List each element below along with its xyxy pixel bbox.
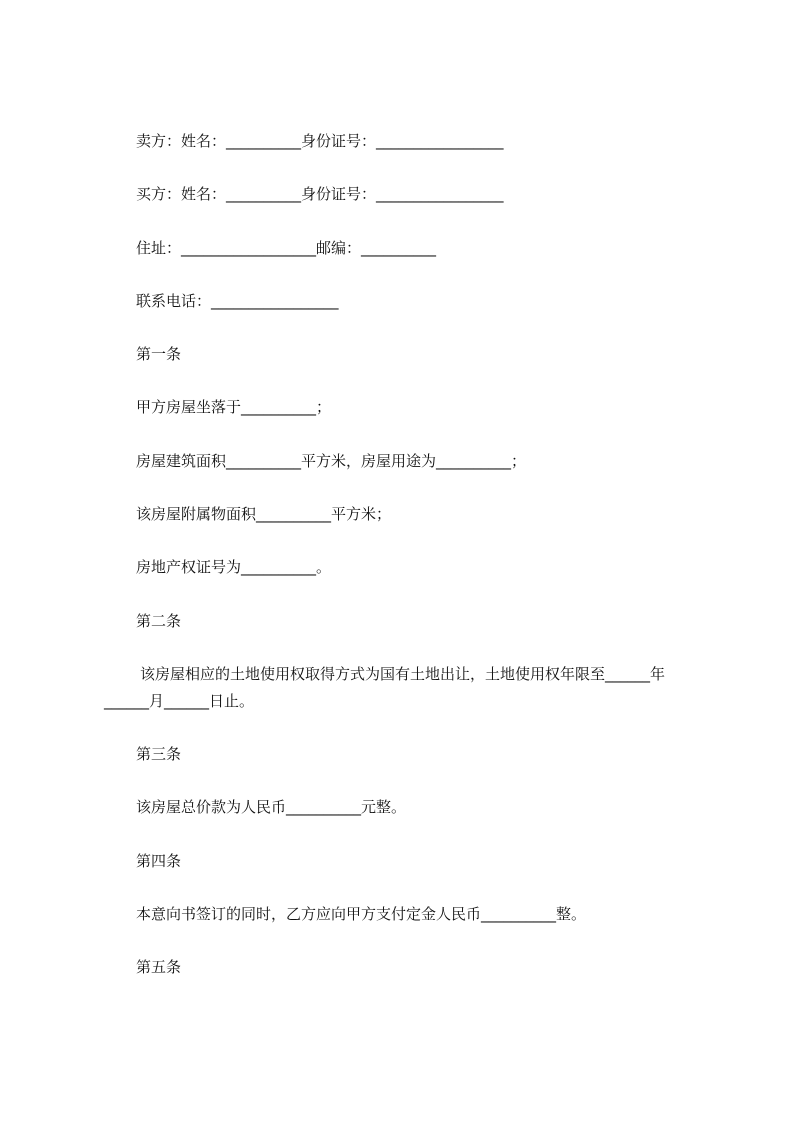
building-area-line: 房屋建筑面积__________平方米，房屋用途为__________； xyxy=(136,452,527,470)
article-3-title: 第三条 xyxy=(136,745,182,763)
deposit-line: 本意向书签订的同时，乙方应向甲方支付定金人民币__________整。 xyxy=(136,905,587,923)
phone-line: 联系电话：_________________ xyxy=(136,292,339,310)
article-5-title: 第五条 xyxy=(136,958,182,976)
article-4-title: 第四条 xyxy=(136,852,182,870)
address-line: 住址：__________________邮编：__________ xyxy=(136,239,437,257)
land-use-line-1: 该房屋相应的土地使用权取得方式为国有土地出让，土地使用权年限至______年 xyxy=(140,665,666,683)
cert-number-line: 房地产权证号为__________。 xyxy=(136,558,332,576)
article-2-title: 第二条 xyxy=(136,612,182,630)
article-1-title: 第一条 xyxy=(136,345,182,363)
seller-line: 卖方：姓名：__________身份证号：_________________ xyxy=(136,132,504,150)
land-use-line-2: ______月______日止。 xyxy=(104,692,255,710)
total-price-line: 该房屋总价款为人民币__________元整。 xyxy=(136,798,407,816)
buyer-line: 买方：姓名：__________身份证号：_________________ xyxy=(136,185,504,203)
house-location-line: 甲方房屋坐落于__________； xyxy=(136,398,332,416)
annex-area-line: 该房屋附属物面积__________平方米； xyxy=(136,505,392,523)
